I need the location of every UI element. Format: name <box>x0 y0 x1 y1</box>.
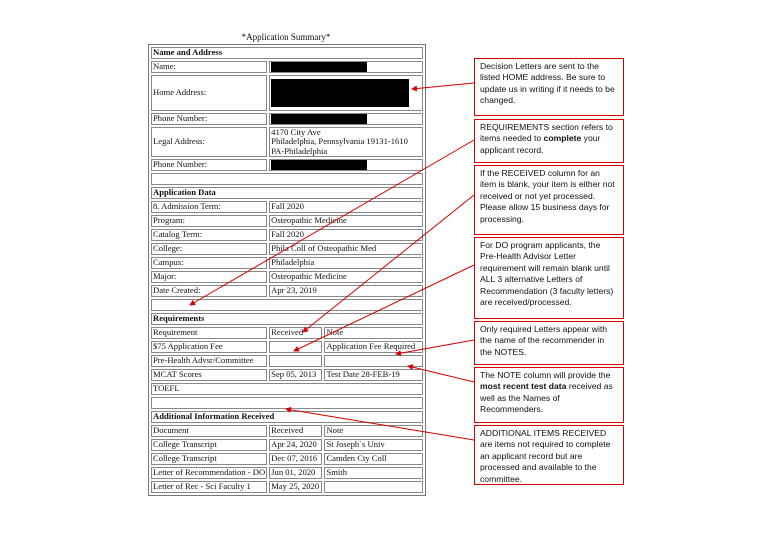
legal-address-line: PA-Philadelphia <box>271 145 328 156</box>
callout-text-bold: most recent test data <box>480 381 567 392</box>
arrow-requirements <box>190 140 474 305</box>
column-header: Note <box>324 425 423 437</box>
field-value: Osteopathic Medicine <box>269 271 423 283</box>
section-additional-info: Additional Information Received <box>151 411 423 423</box>
field-value: Phila Coll of Osteopathic Med <box>269 243 423 255</box>
received-cell: Dec 07, 2016 <box>269 453 322 465</box>
note-cell: St Joseph`s Univ <box>324 439 423 451</box>
document-title: *Application Summary* <box>241 32 331 42</box>
requirement-cell: TOEFL <box>151 383 423 395</box>
arrow-pre-health <box>294 265 474 351</box>
column-header: Document <box>151 425 267 437</box>
phone-label: Phone Number: <box>151 113 267 125</box>
home-address-label: Home Address: <box>151 75 267 111</box>
field-label: College: <box>151 243 267 255</box>
field-label: 8. Admission Term: <box>151 201 267 213</box>
field-label: Program: <box>151 215 267 227</box>
phone-label: Phone Number: <box>151 159 267 171</box>
callout-text: received as well as the Names of Recommenders. <box>480 381 613 415</box>
note-cell: Smith <box>324 467 423 479</box>
callout-text: If the RECEIVED column for an item is blank, your item is either not received or not yet processed. Please allow 15 business days for processing. <box>480 168 615 224</box>
field-value: Fall 2020 <box>269 229 423 241</box>
requirement-cell: MCAT Scores <box>151 369 267 381</box>
section-application-data: Application Data <box>151 187 423 199</box>
field-label: Catalog Term: <box>151 229 267 241</box>
note-cell: Application Fee Required <box>324 341 423 353</box>
field-label: Date Created: <box>151 285 267 297</box>
callout-text: Decision Letters are sent to the listed HOME address. Be sure to update us in writing if it needs to be changed. <box>480 61 615 106</box>
field-value: Fall 2020 <box>269 201 423 213</box>
callout-text: ADDITIONAL ITEMS RECEIVED are items not required to complete an applicant record but are processed and available to the committee. <box>480 428 611 484</box>
arrow-received-blank <box>303 195 474 332</box>
callout-text: REQUIREMENTS section refers to items needed to <box>480 122 613 144</box>
legal-address-line: Philadelphia, Pennsylvania 19131-1610 <box>271 136 408 147</box>
arrow-home-address <box>412 83 474 89</box>
field-label: Major: <box>151 271 267 283</box>
note-cell: Test Date 28-FEB-19 <box>324 369 423 381</box>
received-cell: May 25, 2020 <box>269 481 322 493</box>
requirement-cell: $75 Application Fee <box>151 341 267 353</box>
note-cell: Camden Cty Coll <box>324 453 423 465</box>
callout-text: For DO program applicants, the Pre-Health Advisor Letter requirement will remain blank until ALL 3 alternative Letters of Recommendation (3 faculty letters) are received/processed. <box>480 240 614 308</box>
callout-text: The NOTE column will provide the <box>480 370 611 380</box>
callout-text: your applicant record. <box>480 133 601 155</box>
name-label: Name: <box>151 61 267 73</box>
arrow-required-letters <box>396 340 474 354</box>
document-cell: College Transcript <box>151 453 267 465</box>
requirement-cell: Pre-Health Advsr/Committee <box>151 355 267 367</box>
section-name-address: Name and Address <box>151 47 423 59</box>
arrow-additional-items <box>286 409 474 440</box>
callout-text: Only required Letters appear with the name of the recommender in the NOTES. <box>480 324 608 357</box>
arrow-note-column <box>408 366 474 382</box>
field-value: Philadelphia <box>269 257 423 269</box>
column-header: Note <box>324 327 423 339</box>
document-cell: College Transcript <box>151 439 267 451</box>
received-cell: Apr 24, 2020 <box>269 439 322 451</box>
received-cell: Jun 01, 2020 <box>269 467 322 479</box>
received-cell: Sep 05, 2013 <box>269 369 322 381</box>
column-header: Received <box>269 327 322 339</box>
field-label: Campus: <box>151 257 267 269</box>
section-requirements: Requirements <box>151 313 423 325</box>
callout-text-bold: complete <box>543 133 582 144</box>
column-header: Received <box>269 425 322 437</box>
column-header: Requirement <box>151 327 267 339</box>
document-cell: Letter of Rec - Sci Faculty 1 <box>151 481 267 493</box>
legal-address-line: 4170 City Ave <box>271 127 321 137</box>
field-value: Osteopathic Medicine <box>269 215 423 227</box>
legal-address-label: Legal Address: <box>151 127 267 157</box>
document-cell: Letter of Recommendation - DO <box>153 467 266 478</box>
field-value: Apr 23, 2019 <box>269 285 423 297</box>
